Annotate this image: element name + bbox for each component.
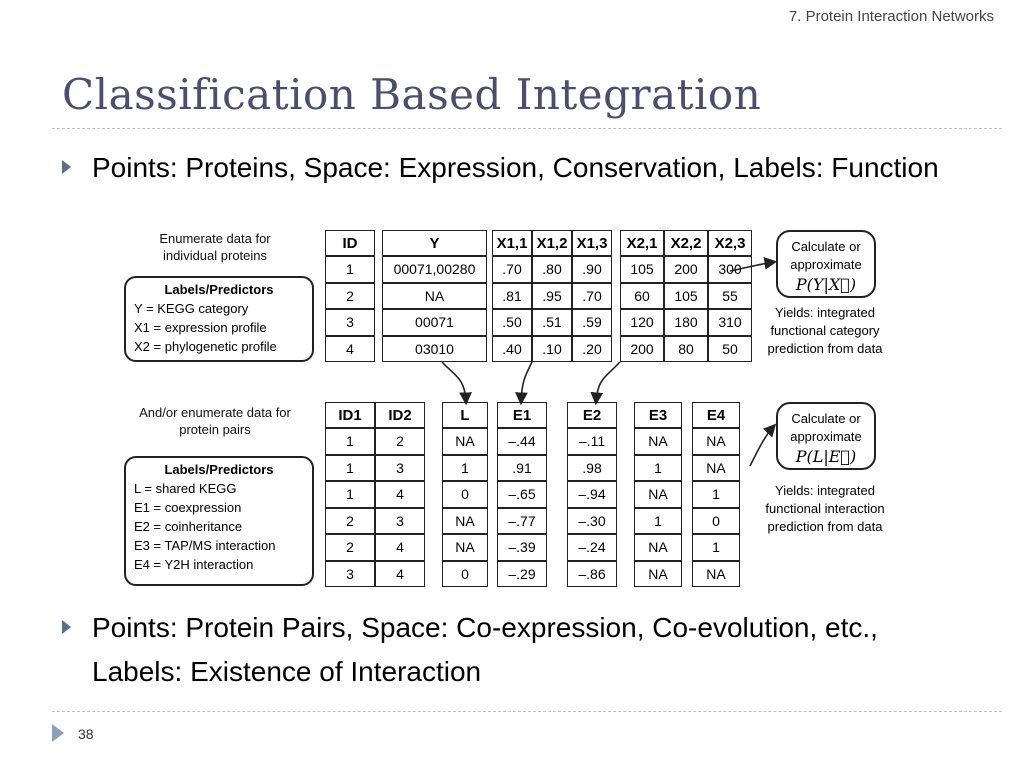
top-table-cell: 80 xyxy=(664,336,708,363)
bottom-table-cell: 3 xyxy=(375,508,425,535)
bullet-arrow-icon xyxy=(62,160,71,174)
bottom-table-cell: –.86 xyxy=(567,561,617,588)
top-table-cell: .70 xyxy=(572,283,612,310)
top-table-cell: 105 xyxy=(620,256,664,283)
bottom-table-cell: 2 xyxy=(325,534,375,561)
top-caption: Enumerate data for individual proteins xyxy=(159,231,271,263)
top-header-cell: X2,2 xyxy=(664,230,708,256)
top-table-cell: .80 xyxy=(532,256,572,283)
bottom-legend-item: L = shared KEGG xyxy=(134,481,237,496)
bottom-table-cell: 1 xyxy=(634,455,682,482)
top-table-cell: 310 xyxy=(708,309,752,336)
bottom-table-cell: 4 xyxy=(375,561,425,588)
bottom-calc-formula: P(L|E⃗) xyxy=(795,447,857,466)
bottom-header-cell: E2 xyxy=(567,402,617,428)
top-table-cell: 00071 xyxy=(382,309,487,336)
bottom-table-cell: 4 xyxy=(375,534,425,561)
bottom-table-cell: 2 xyxy=(325,508,375,535)
top-table-cell: 180 xyxy=(664,309,708,336)
bottom-legend-item: E2 = coinheritance xyxy=(134,519,243,534)
bottom-table-cell: NA xyxy=(634,428,682,455)
top-legend-item: X2 = phylogenetic profile xyxy=(134,339,277,354)
top-table-cell: 120 xyxy=(620,309,664,336)
bottom-table-cell: –.30 xyxy=(567,508,617,535)
bottom-table-cell: .91 xyxy=(497,455,547,482)
bottom-yields: Yields: integrated functional interaction prediction from data xyxy=(765,483,885,534)
bottom-table-cell: NA xyxy=(634,534,682,561)
top-header-cell: X1,1 xyxy=(492,230,532,256)
top-table-cell: .40 xyxy=(492,336,532,363)
arrow-top-to-calc xyxy=(730,262,774,271)
top-header-cell: X2,1 xyxy=(620,230,664,256)
bottom-legend-item: E4 = Y2H interaction xyxy=(134,557,254,572)
top-table-cell: 50 xyxy=(708,336,752,363)
bottom-table-cell: 1 xyxy=(442,455,488,482)
top-legend-title: Labels/Predictors xyxy=(164,282,274,297)
top-calc-text: Calculate or approximate xyxy=(790,239,862,272)
bottom-header-cell: ID2 xyxy=(375,402,425,428)
arrow-x1-to-e1 xyxy=(521,362,532,402)
arrow-y-to-l xyxy=(442,362,466,402)
top-table-cell: 60 xyxy=(620,283,664,310)
bottom-table-cell: 3 xyxy=(375,455,425,482)
top-table-cell: 1 xyxy=(325,256,375,283)
footer-arrow-icon xyxy=(52,724,64,742)
bullet-1-text: Points: Proteins, Space: Expression, Conservation, Labels: Function xyxy=(92,152,939,183)
bottom-legend-title: Labels/Predictors xyxy=(164,462,274,477)
bullet-arrow-icon xyxy=(62,620,71,634)
bottom-table-cell: 1 xyxy=(325,428,375,455)
top-table-cell: 00071,00280 xyxy=(382,256,487,283)
bottom-table-cell: NA xyxy=(634,561,682,588)
bottom-table-cell: –.11 xyxy=(567,428,617,455)
bottom-table-cell: –.94 xyxy=(567,481,617,508)
bottom-table-cell: NA xyxy=(442,534,488,561)
top-table-cell: 200 xyxy=(664,256,708,283)
bottom-table-cell: –.39 xyxy=(497,534,547,561)
bottom-calc-text: Calculate or approximate xyxy=(790,411,862,444)
bottom-table-cell: –.65 xyxy=(497,481,547,508)
bottom-table-cell: 1 xyxy=(692,534,740,561)
bottom-table-cell: NA xyxy=(692,455,740,482)
bottom-table-cell: –.44 xyxy=(497,428,547,455)
top-table-cell: .51 xyxy=(532,309,572,336)
bottom-table-cell: 3 xyxy=(325,561,375,588)
top-legend-item: Y = KEGG category xyxy=(134,301,249,316)
bottom-table-cell: 4 xyxy=(375,481,425,508)
arrow-x2-to-e2 xyxy=(596,362,620,402)
bottom-table-cell: 2 xyxy=(375,428,425,455)
top-header-cell: X2,3 xyxy=(708,230,752,256)
top-table-cell: .10 xyxy=(532,336,572,363)
figure-arrows xyxy=(120,226,910,596)
bottom-table-cell: –.77 xyxy=(497,508,547,535)
top-header-cell: Y xyxy=(382,230,487,256)
bottom-table-cell: NA xyxy=(634,481,682,508)
top-table-cell: .59 xyxy=(572,309,612,336)
bottom-table-cell: 1 xyxy=(325,481,375,508)
bottom-header-cell: E4 xyxy=(692,402,740,428)
top-header-cell: X1,3 xyxy=(572,230,612,256)
title-divider xyxy=(52,128,1002,129)
footer-divider xyxy=(52,711,1002,712)
top-calc-formula: P(Y|X⃗) xyxy=(795,275,857,294)
bottom-table-cell: NA xyxy=(442,508,488,535)
top-table-cell: 200 xyxy=(620,336,664,363)
top-table-cell: 300 xyxy=(708,256,752,283)
bottom-table-cell: 0 xyxy=(692,508,740,535)
bottom-legend-item: E3 = TAP/MS interaction xyxy=(134,538,276,553)
top-legend-item: X1 = expression profile xyxy=(134,320,267,335)
top-header-cell: X1,2 xyxy=(532,230,572,256)
bottom-header-cell: ID1 xyxy=(325,402,375,428)
bottom-table-cell: 1 xyxy=(325,455,375,482)
top-table-cell: 3 xyxy=(325,309,375,336)
arrow-bottom-to-calc xyxy=(750,426,774,466)
top-table-cell: .50 xyxy=(492,309,532,336)
bottom-table-cell: –.24 xyxy=(567,534,617,561)
top-table-cell: 2 xyxy=(325,283,375,310)
bottom-table-cell: 0 xyxy=(442,481,488,508)
top-yields: Yields: integrated functional category prediction from data xyxy=(767,305,883,356)
bottom-legend-item: E1 = coexpression xyxy=(134,500,242,515)
integration-figure xyxy=(120,226,910,596)
top-table-cell: .70 xyxy=(492,256,532,283)
top-table-cell: .95 xyxy=(532,283,572,310)
bottom-header-cell: L xyxy=(442,402,488,428)
top-table-cell: NA xyxy=(382,283,487,310)
bottom-header-cell: E3 xyxy=(634,402,682,428)
bottom-table-cell: 1 xyxy=(634,508,682,535)
bottom-table-cell: NA xyxy=(692,428,740,455)
top-table-cell: 4 xyxy=(325,336,375,363)
bottom-table-cell: –.29 xyxy=(497,561,547,588)
header-section-title: 7. Protein Interaction Networks xyxy=(788,8,994,25)
top-table-cell: 03010 xyxy=(382,336,487,363)
top-table-cell: .90 xyxy=(572,256,612,283)
slide-title: Classification Based Integration xyxy=(62,70,762,119)
top-table-cell: 55 xyxy=(708,283,752,310)
bottom-table-cell: 1 xyxy=(692,481,740,508)
bullet-2-text: Points: Protein Pairs, Space: Co-expression, Co-evolution, etc., Labels: Existence of Interaction xyxy=(92,612,878,687)
bottom-table-cell: NA xyxy=(442,428,488,455)
top-header-cell: ID xyxy=(325,230,375,256)
top-table-cell: .20 xyxy=(572,336,612,363)
bottom-table-cell: 0 xyxy=(442,561,488,588)
page-number: 38 xyxy=(78,726,94,742)
bottom-table-cell: NA xyxy=(692,561,740,588)
bottom-header-cell: E1 xyxy=(497,402,547,428)
top-table-cell: .81 xyxy=(492,283,532,310)
bottom-caption: And/or enumerate data for protein pairs xyxy=(139,405,291,437)
bottom-table-cell: .98 xyxy=(567,455,617,482)
top-table-cell: 105 xyxy=(664,283,708,310)
